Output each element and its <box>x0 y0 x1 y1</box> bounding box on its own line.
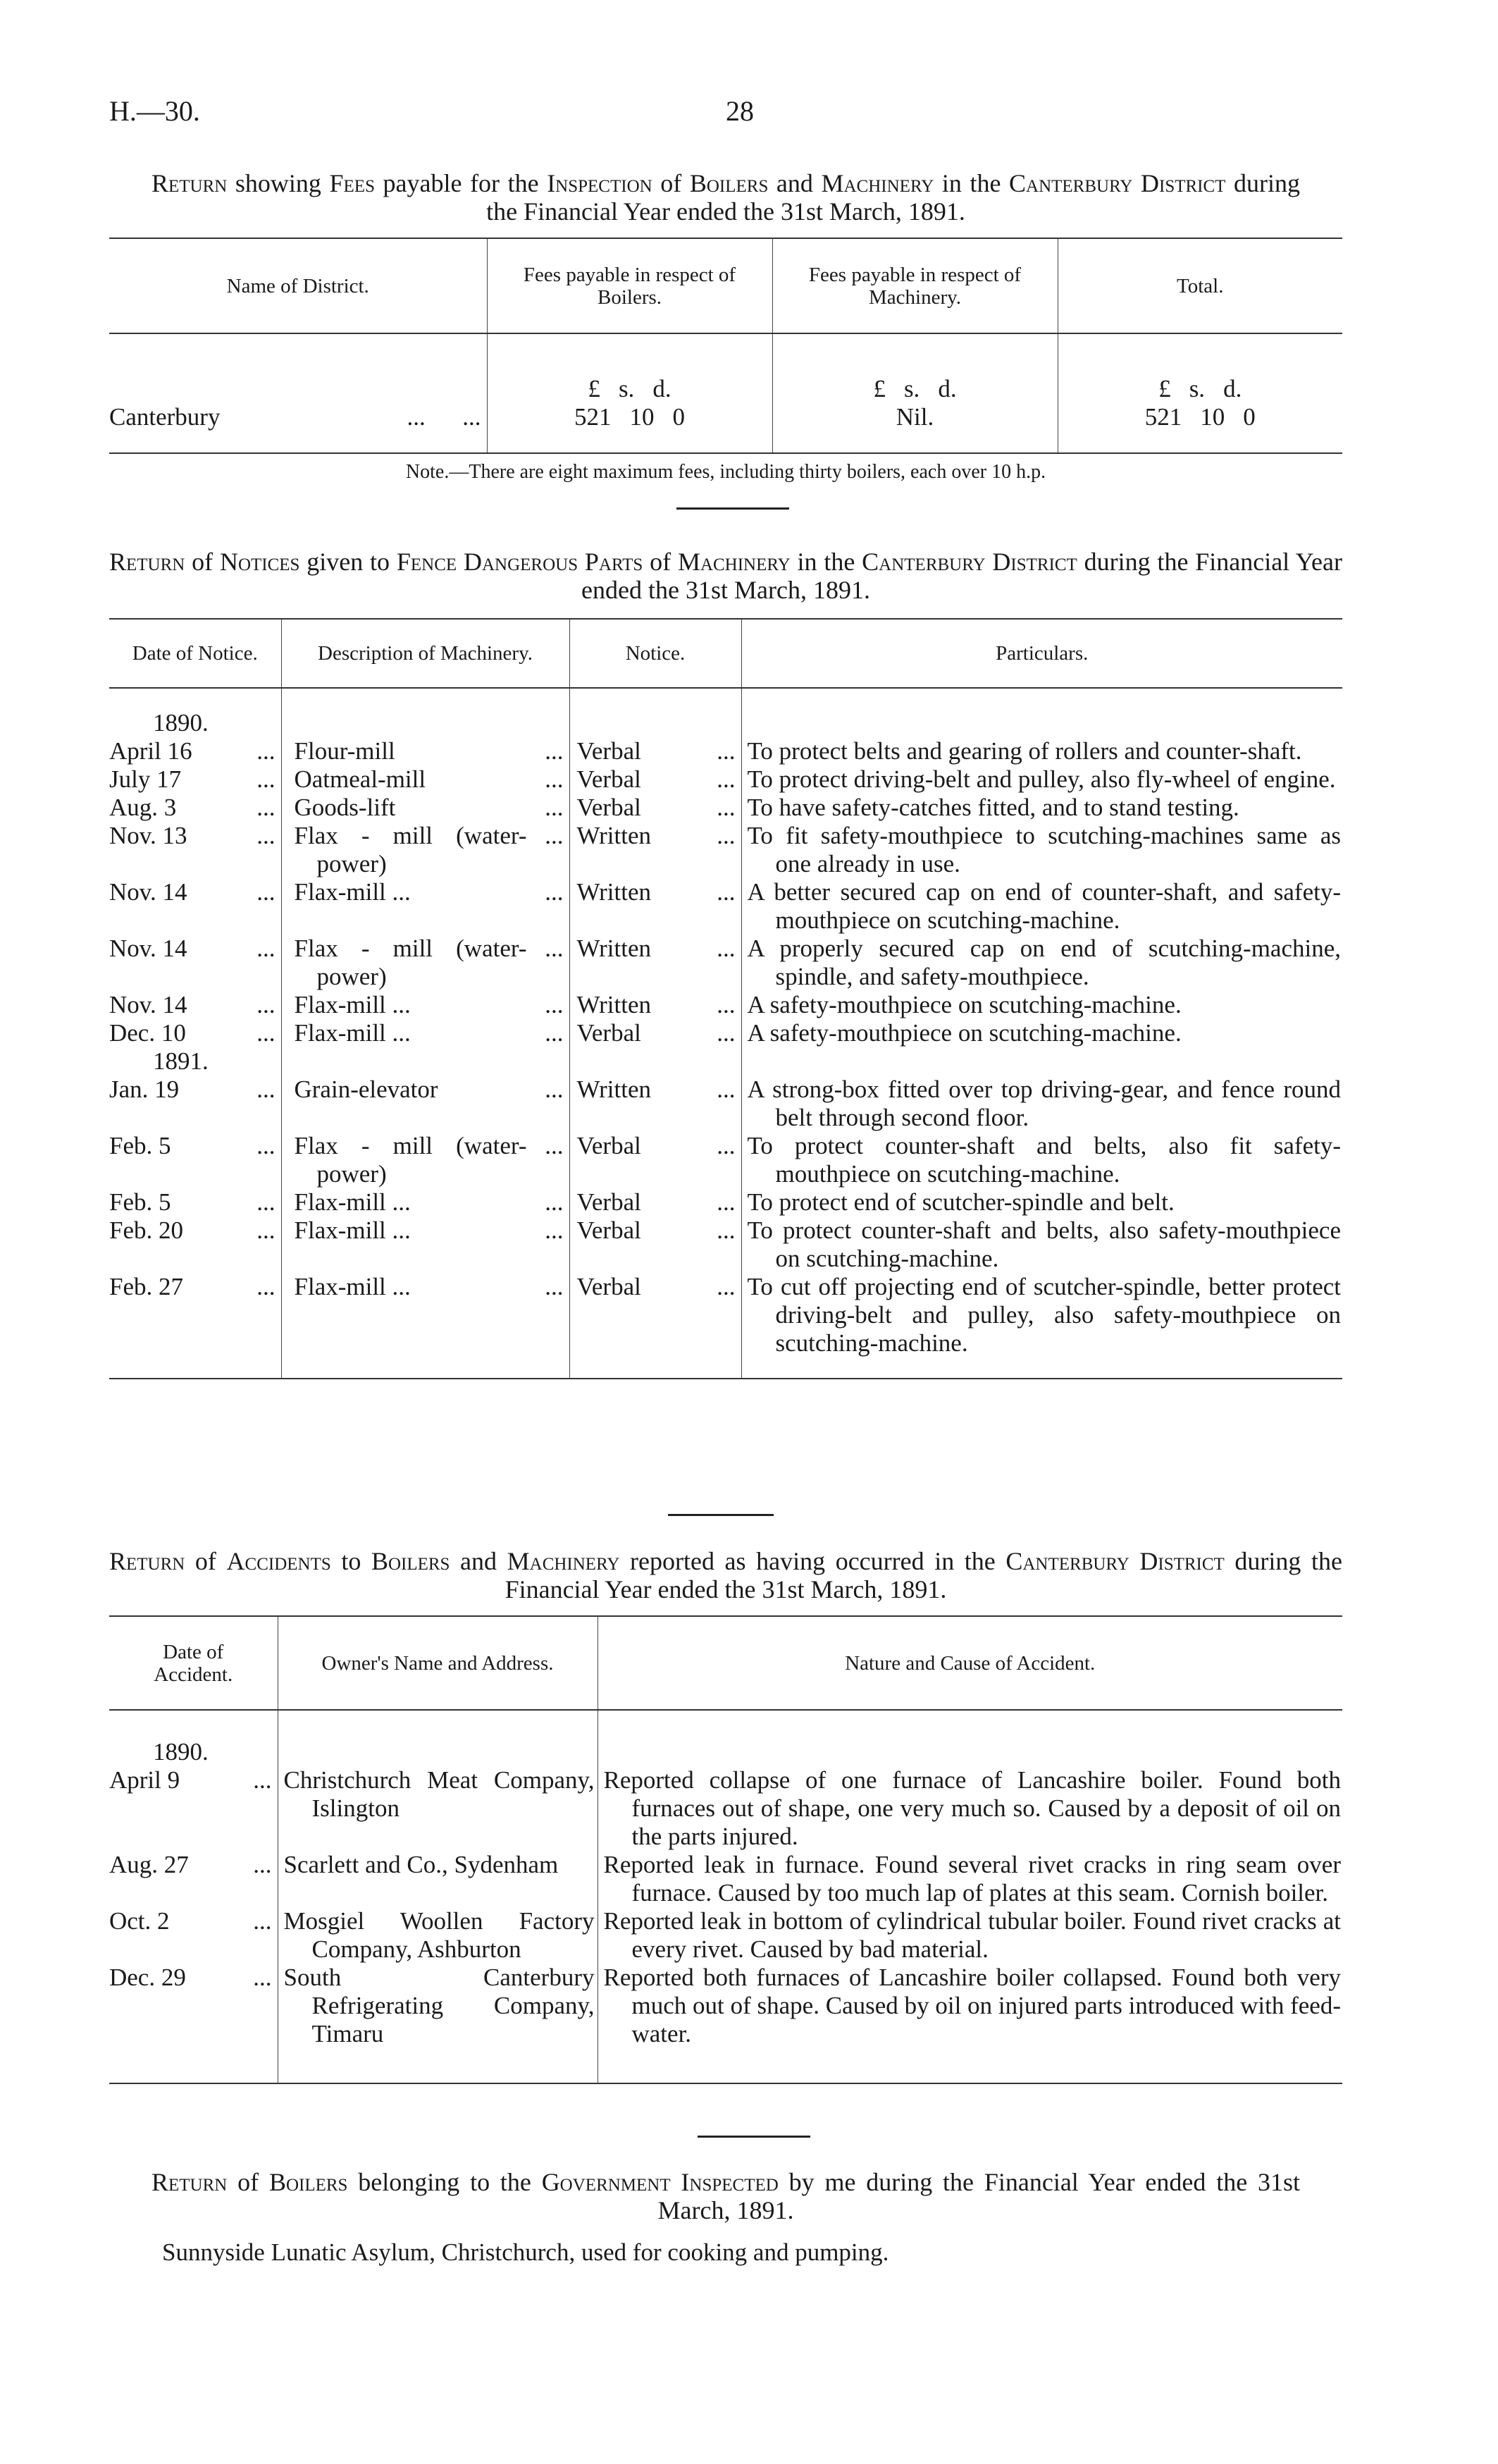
leader-dots: ... <box>253 1964 272 1991</box>
leader-dots: ... <box>545 1216 564 1244</box>
leader-dots: ... ... <box>407 403 481 431</box>
column-header: Fees payable in respect of Boilers. <box>487 238 772 333</box>
empty-cell <box>569 709 741 737</box>
spacer-cell <box>278 1710 598 1738</box>
leader-dots: ... <box>545 765 564 793</box>
machinery-fee: Nil. <box>896 403 934 431</box>
title-text: of <box>643 548 678 576</box>
description-text: Flax-mill ... <box>294 878 411 906</box>
table-row <box>109 878 1342 935</box>
accident-date <box>109 1851 278 1907</box>
notice-date <box>109 822 281 878</box>
machinery-description <box>281 878 569 935</box>
particulars: To fit safety-mouthpiece to scutching-machines same as one already in use. <box>741 822 1342 878</box>
accident-nature-cause: Reported both furnaces of Lancashire boiler collapsed. Found both very much out of shape. Caused by oil on injured parts introduced with feed-water. <box>598 1964 1342 2048</box>
notice-date <box>109 1216 281 1273</box>
empty-cell <box>741 709 1342 737</box>
date-text: Feb. 5 <box>109 1132 171 1159</box>
title-text: of <box>185 548 220 576</box>
leader-dots: ... <box>717 991 736 1018</box>
title-text: given to <box>299 548 397 576</box>
leader-dots: ... <box>256 1076 276 1103</box>
leader-dots: ... <box>545 1188 564 1216</box>
leader-dots: ... <box>717 935 736 962</box>
spacer-cell <box>281 688 569 709</box>
leader-dots: ... <box>256 1216 276 1244</box>
notice-type <box>569 1019 741 1047</box>
particulars: A properly secured cap on end of scutching-machine, spindle, and safety-mouthpiece. <box>741 935 1342 991</box>
machinery-description <box>281 794 569 822</box>
fees-table <box>109 238 1342 454</box>
accident-date <box>109 1766 278 1851</box>
description-text: Flour-mill <box>294 737 395 765</box>
column-header: Description of Machinery. <box>281 619 569 688</box>
description-text: Flax-mill ... <box>294 991 411 1018</box>
unit-shillings: s. <box>903 375 920 402</box>
table-row <box>109 1216 1342 1273</box>
spacer-cell <box>109 1357 281 1379</box>
notice-date <box>109 878 281 935</box>
shillings: 10 <box>629 403 655 431</box>
total-fee <box>1058 403 1343 431</box>
table-row <box>109 794 1342 822</box>
particulars: To protect counter-shaft and belts, also fit safety-mouthpiece on scutching-machine. <box>741 1132 1342 1188</box>
empty-cell <box>281 1047 569 1076</box>
title-text: of <box>227 2168 269 2196</box>
small-caps-text: Return <box>151 169 228 197</box>
description-text: Flax - mill (water-power) <box>294 1132 527 1188</box>
small-caps-text: Fence Dangerous Parts <box>396 548 643 576</box>
small-caps-text: Machinery <box>677 548 791 576</box>
particulars: To have safety-catches fitted, and to stand testing. <box>741 794 1342 822</box>
spacer-cell <box>109 1710 278 1738</box>
unit-pence: d. <box>938 375 957 402</box>
spacer-cell <box>109 2048 278 2083</box>
unit-pence: d. <box>1223 375 1242 402</box>
boilers-fee <box>488 403 772 431</box>
unit-pence: d. <box>652 375 671 402</box>
accident-nature-cause: Reported leak in bottom of cylindrical tubular boiler. Found rivet cracks at every rivet. Caused by bad material. <box>598 1907 1342 1964</box>
date-text: Nov. 14 <box>109 935 187 962</box>
small-caps-text: Government Inspected <box>541 2168 779 2196</box>
column-header: Name of District. <box>226 274 369 297</box>
section-divider <box>698 2136 810 2138</box>
leader-dots: ... <box>545 1019 564 1047</box>
spacer-cell <box>109 688 281 709</box>
date-text: April 16 <box>109 737 192 765</box>
title-text: in the <box>790 548 862 576</box>
small-caps-text: Notices <box>219 548 300 576</box>
notice-text: Written <box>576 935 651 962</box>
unit-pounds: £ <box>1158 375 1171 402</box>
date-text: Oct. 2 <box>109 1907 170 1935</box>
notice-date <box>109 1019 281 1047</box>
spacer-cell <box>598 1710 1342 1738</box>
leader-dots: ... <box>545 878 564 906</box>
notice-type <box>569 794 741 822</box>
title-text: during the Financial Year ended the 31st March, 1891. <box>505 1547 1342 1603</box>
notice-text: Written <box>576 822 651 849</box>
leader-dots: ... <box>256 1273 276 1300</box>
notice-type <box>569 1273 741 1357</box>
year-label: 1890. <box>153 709 209 737</box>
date-text: April 9 <box>109 1766 180 1794</box>
unit-shillings: s. <box>1189 375 1206 402</box>
table-row <box>109 1766 1342 1851</box>
table-row <box>109 1076 1342 1132</box>
column-header: Fees payable in respect of Machinery. <box>772 238 1058 333</box>
pounds: 521 <box>1144 403 1182 431</box>
notice-type <box>569 1076 741 1132</box>
particulars: To protect end of scutcher-spindle and belt. <box>741 1188 1342 1216</box>
leader-dots: ... <box>545 822 564 849</box>
machinery-description <box>281 1076 569 1132</box>
column-header: Date of Accident. <box>154 1640 233 1686</box>
notice-date <box>109 935 281 991</box>
machinery-description <box>281 935 569 991</box>
small-caps-text: Boilers <box>371 1547 450 1575</box>
year-row <box>109 1047 1342 1076</box>
machinery-description <box>281 991 569 1019</box>
machinery-description <box>281 765 569 794</box>
leader-dots: ... <box>253 1766 272 1794</box>
leader-dots: ... <box>256 1019 276 1047</box>
leader-dots: ... <box>717 878 736 906</box>
small-caps-text: Machinery <box>821 169 934 197</box>
notice-text: Written <box>576 1076 651 1103</box>
leader-dots: ... <box>545 737 564 765</box>
column-header: Date of Notice. <box>132 642 258 665</box>
table-row <box>109 1132 1342 1188</box>
table-row <box>109 991 1342 1019</box>
date-text: Feb. 27 <box>109 1273 183 1300</box>
small-caps-text: Canterbury District <box>862 548 1077 576</box>
leader-dots: ... <box>717 1076 736 1103</box>
notice-date <box>109 1076 281 1132</box>
year-row <box>109 709 1342 737</box>
leader-dots: ... <box>253 1907 272 1935</box>
column-header: Nature and Cause of Accident. <box>598 1616 1342 1710</box>
fees-note: Note.—There are eight maximum fees, including thirty boilers, each over 10 h.p. <box>405 461 1046 483</box>
owner-name-address: Mosgiel Woollen Factory Company, Ashburton <box>278 1907 598 1964</box>
particulars: To cut off projecting end of scutcher-spindle, better protect driving-belt and pulley, also safety-mouthpiece on scutching-machine. <box>741 1273 1342 1357</box>
year-label: 1891. <box>153 1047 209 1075</box>
table-row <box>109 822 1342 878</box>
leader-dots: ... <box>717 737 736 765</box>
date-text: Feb. 5 <box>109 1188 171 1216</box>
notice-type <box>569 935 741 991</box>
particulars: A strong-box fitted over top driving-gear, and fence round belt through second floor. <box>741 1076 1342 1132</box>
leader-dots: ... <box>545 935 564 962</box>
date-text: Nov. 14 <box>109 878 187 906</box>
leader-dots: ... <box>256 878 276 906</box>
particulars: A safety-mouthpiece on scutching-machine. <box>741 991 1342 1019</box>
date-text: Dec. 29 <box>109 1964 186 1991</box>
table-row <box>109 1188 1342 1216</box>
notice-date <box>109 991 281 1019</box>
pounds: 521 <box>574 403 612 431</box>
description-text: Flax-mill ... <box>294 1216 411 1244</box>
machinery-description <box>281 822 569 878</box>
leader-dots: ... <box>256 737 276 765</box>
description-text: Flax-mill ... <box>294 1273 411 1300</box>
title-text: payable for the <box>374 169 547 197</box>
description-text: Goods-lift <box>294 794 396 821</box>
small-caps-text: Return <box>151 2168 228 2196</box>
notice-text: Verbal <box>576 1188 641 1216</box>
accidents-title <box>109 1547 1342 1603</box>
spacer-cell <box>569 688 741 709</box>
unit-shillings: s. <box>618 375 635 402</box>
accident-date <box>109 1964 278 2048</box>
title-text: and <box>768 169 822 197</box>
spacer-cell <box>598 2048 1342 2083</box>
title-text: of <box>185 1547 227 1575</box>
notice-date <box>109 794 281 822</box>
small-caps-text: Fees <box>329 169 375 197</box>
description-text: Flax-mill ... <box>294 1188 411 1216</box>
notice-type <box>569 822 741 878</box>
table-row <box>109 1273 1342 1357</box>
notice-text: Verbal <box>576 1132 641 1159</box>
description-text: Flax - mill (water-power) <box>294 935 527 990</box>
machinery-description <box>281 1188 569 1216</box>
year-label: 1890. <box>153 1738 209 1766</box>
notices-title <box>109 548 1342 604</box>
spacer-row <box>109 1710 1342 1738</box>
description-text: Flax - mill (water-power) <box>294 822 527 877</box>
machinery-description <box>281 1019 569 1047</box>
date-text: Dec. 10 <box>109 1019 186 1047</box>
small-caps-text: Accidents <box>226 1547 331 1575</box>
title-text: belonging to the <box>347 2168 542 2196</box>
pence: 0 <box>1243 403 1256 431</box>
notice-text: Verbal <box>576 1273 641 1300</box>
notice-type <box>569 878 741 935</box>
empty-cell <box>278 1738 598 1766</box>
date-text: Feb. 20 <box>109 1216 183 1244</box>
small-caps-text: Inspection <box>547 169 652 197</box>
date-text: Jan. 19 <box>109 1076 180 1103</box>
notice-type <box>569 1216 741 1273</box>
leader-dots: ... <box>253 1851 272 1878</box>
leader-dots: ... <box>545 1273 564 1300</box>
owner-name-address: Christchurch Meat Company, Islington <box>278 1766 598 1851</box>
spacer-cell <box>741 688 1342 709</box>
accident-nature-cause: Reported leak in furnace. Found several rivet cracks in ring seam over furnace. Caused by too much lap of plates at this seam. Cornish boiler. <box>598 1851 1342 1907</box>
description-text: Grain-elevator <box>294 1076 438 1103</box>
notice-date <box>109 1273 281 1357</box>
table-row <box>109 1851 1342 1907</box>
notice-date <box>109 737 281 765</box>
table-row <box>109 1964 1342 2048</box>
notice-type <box>569 737 741 765</box>
leader-dots: ... <box>717 765 736 793</box>
owner-name-address: South Canterbury Refrigerating Company, Timaru <box>278 1964 598 2048</box>
shillings: 10 <box>1200 403 1225 431</box>
leader-dots: ... <box>256 935 276 962</box>
title-text: in the <box>934 169 1010 197</box>
leader-dots: ... <box>717 1132 736 1159</box>
date-text: Nov. 14 <box>109 991 187 1018</box>
column-header: Particulars. <box>741 619 1342 688</box>
description-text: Oatmeal-mill <box>294 765 426 793</box>
table-row <box>109 737 1342 765</box>
particulars: To protect counter-shaft and belts, also safety-mouthpiece on scutching-machine. <box>741 1216 1342 1273</box>
notice-text: Verbal <box>576 1019 641 1047</box>
accident-nature-cause: Reported collapse of one furnace of Lancashire boiler. Found both furnaces out of shape, one very much so. Caused by a deposit of oil on the parts injured. <box>598 1766 1342 1851</box>
machinery-description <box>281 737 569 765</box>
title-text: reported as having occurred in the <box>619 1547 1006 1575</box>
notice-type <box>569 765 741 794</box>
spacer-cell <box>741 1357 1342 1379</box>
particulars: A safety-mouthpiece on scutching-machine. <box>741 1019 1342 1047</box>
notice-date <box>109 1132 281 1188</box>
particulars: To protect belts and gearing of rollers and counter-shaft. <box>741 737 1342 765</box>
leader-dots: ... <box>545 1076 564 1103</box>
notice-text: Verbal <box>576 765 641 793</box>
leader-dots: ... <box>717 1216 736 1244</box>
notices-table <box>109 618 1342 1379</box>
title-text: during the Financial Year ended the 31st March, 1891. <box>486 169 1301 226</box>
fees-title <box>109 169 1342 226</box>
date-text: Nov. 13 <box>109 822 187 849</box>
title-text: during the Financial Year ended the 31st March, 1891. <box>581 548 1343 604</box>
empty-cell <box>281 709 569 737</box>
year-row <box>109 1738 1342 1766</box>
leader-dots: ... <box>545 794 564 821</box>
empty-cell <box>598 1738 1342 1766</box>
leader-dots: ... <box>717 1019 736 1047</box>
leader-dots: ... <box>545 991 564 1018</box>
date-text: July 17 <box>109 765 182 793</box>
small-caps-text: Machinery <box>507 1547 620 1575</box>
table-row <box>109 765 1342 794</box>
date-text: Aug. 3 <box>109 794 177 821</box>
leader-dots: ... <box>717 794 736 821</box>
spacer-cell <box>278 2048 598 2083</box>
particulars: To protect driving-belt and pulley, also fly-wheel of engine. <box>741 765 1342 794</box>
small-caps-text: Canterbury District <box>1009 169 1226 197</box>
government-boilers-title <box>109 2168 1342 2224</box>
spacer-cell <box>281 1357 569 1379</box>
machinery-description <box>281 1216 569 1273</box>
spacer-row <box>109 1357 1342 1379</box>
table-row <box>109 1019 1342 1047</box>
section-divider <box>676 507 789 510</box>
pence: 0 <box>672 403 685 431</box>
title-text: by me during the Financial Year ended the 31st March, 1891. <box>657 2168 1300 2224</box>
leader-dots: ... <box>256 765 276 793</box>
notice-type <box>569 991 741 1019</box>
leader-dots: ... <box>256 1132 276 1159</box>
column-header: Owner's Name and Address. <box>278 1616 598 1710</box>
owner-name-address: Scarlett and Co., Sydenham <box>278 1851 598 1907</box>
title-text: showing <box>227 169 330 197</box>
empty-cell <box>569 1047 741 1076</box>
leader-dots: ... <box>256 822 276 849</box>
accidents-table <box>109 1615 1342 2084</box>
notice-text: Written <box>576 991 651 1018</box>
small-caps-text: Boilers <box>689 169 769 197</box>
notice-type <box>569 1188 741 1216</box>
machinery-description <box>281 1132 569 1188</box>
notice-date <box>109 765 281 794</box>
title-text: to <box>330 1547 371 1575</box>
accident-date <box>109 1907 278 1964</box>
column-header: Total. <box>1058 238 1342 333</box>
small-caps-text: Return <box>109 1547 185 1575</box>
document-reference: H.—30. <box>109 95 200 127</box>
small-caps-text: Return <box>109 548 185 576</box>
notice-type <box>569 1132 741 1188</box>
date-text: Aug. 27 <box>109 1851 189 1878</box>
table-row <box>109 935 1342 991</box>
notice-date <box>109 1188 281 1216</box>
notice-text: Written <box>576 878 651 906</box>
leader-dots: ... <box>717 822 736 849</box>
notice-text: Verbal <box>576 794 641 821</box>
unit-pounds: £ <box>588 375 600 402</box>
description-text: Flax-mill ... <box>294 1019 411 1047</box>
leader-dots: ... <box>545 1132 564 1159</box>
particulars: A better secured cap on end of counter-shaft, and safety-mouthpiece on scutching-machine. <box>741 878 1342 935</box>
section-divider <box>668 1514 774 1516</box>
spacer-cell <box>569 1357 741 1379</box>
table-row <box>109 1907 1342 1964</box>
machinery-description <box>281 1273 569 1357</box>
unit-pounds: £ <box>873 375 886 402</box>
government-boilers-entry: Sunnyside Lunatic Asylum, Christchurch, used for cooking and pumping. <box>162 2238 889 2266</box>
leader-dots: ... <box>256 991 276 1018</box>
leader-dots: ... <box>717 1188 736 1216</box>
spacer-row <box>109 2048 1342 2083</box>
notice-text: Verbal <box>576 1216 641 1244</box>
notice-text: Verbal <box>576 737 641 765</box>
page-number: 28 <box>726 95 754 127</box>
empty-cell <box>741 1047 1342 1076</box>
spacer-row <box>109 688 1342 709</box>
title-text: of <box>652 169 690 197</box>
title-text: and <box>450 1547 507 1575</box>
district-name: Canterbury <box>109 403 221 431</box>
small-caps-text: Boilers <box>268 2168 348 2196</box>
leader-dots: ... <box>717 1273 736 1300</box>
leader-dots: ... <box>256 794 276 821</box>
column-header: Notice. <box>569 619 741 688</box>
small-caps-text: Canterbury District <box>1005 1547 1225 1575</box>
leader-dots: ... <box>256 1188 276 1216</box>
